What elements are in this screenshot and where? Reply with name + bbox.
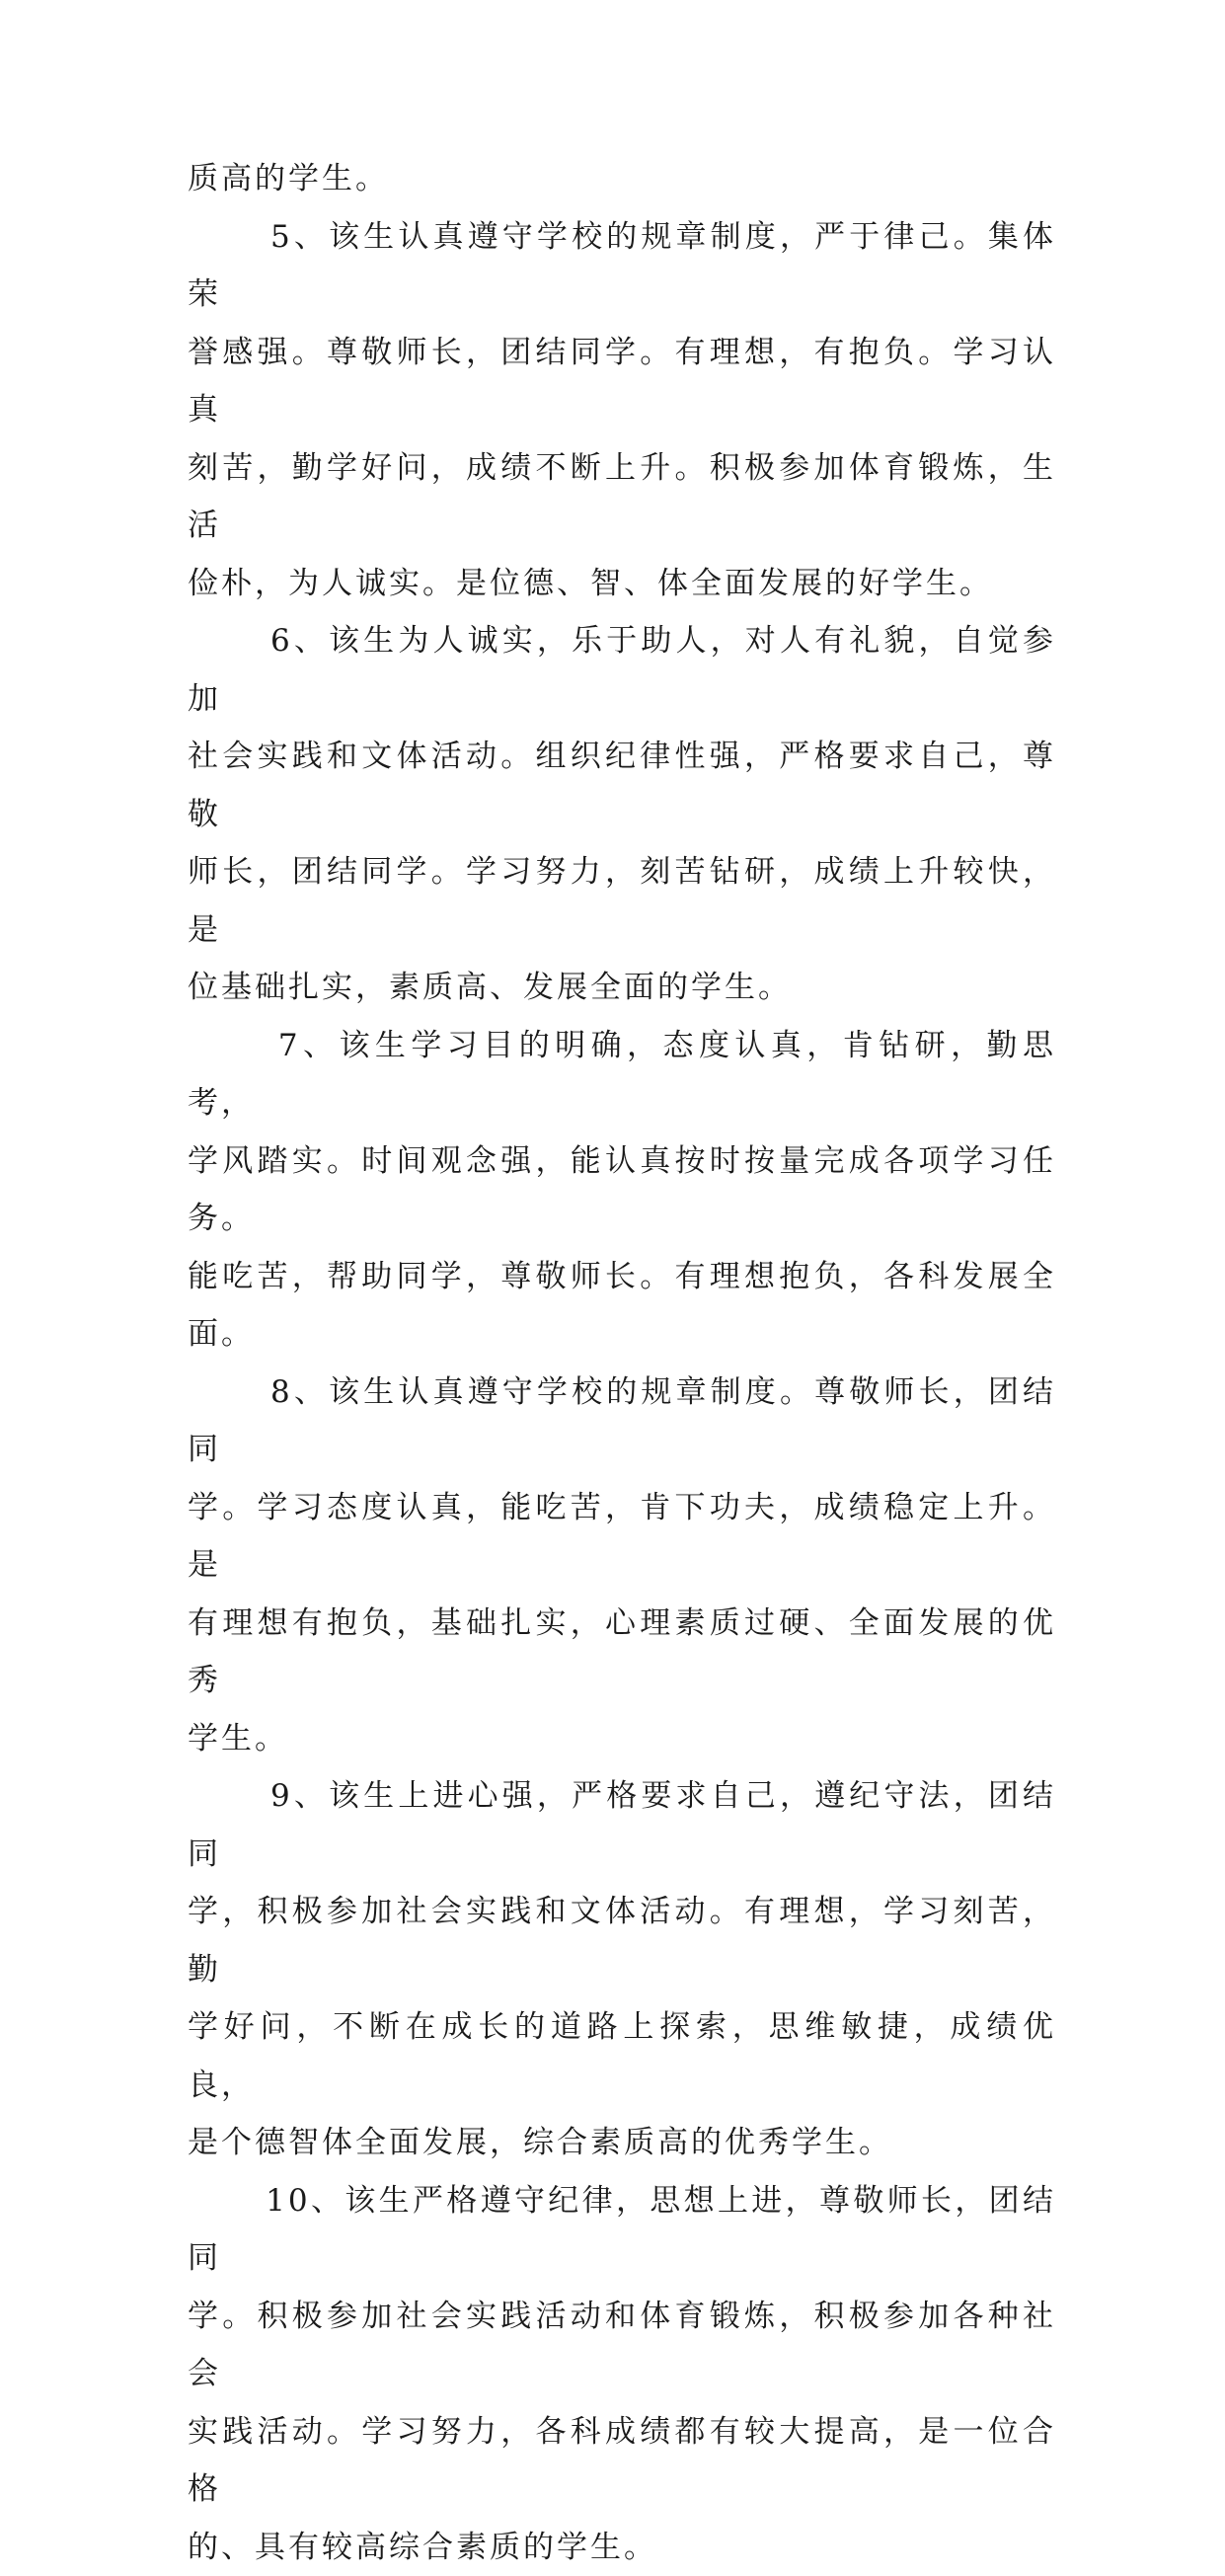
paragraph-10: 10、该生严格遵守纪律，思想上进，尊敬师长，团结同 学。积极参加社会实践活动和体育锻炼，积极参加各种社会 实践活动。学习努力，各科成绩都有较大提高，是一位合格 的、具有较高综合素质的学生。: [188, 2172, 1056, 2576]
document-body: [188, 150, 1056, 2576]
paragraph-7: 7、该生学习目的明确，态度认真，肯钻研，勤思考， 学风踏实。时间观念强，能认真按时按量完成各项学习任务。 能吃苦，帮助同学，尊敬师长。有理想抱负，各科发展全面。: [188, 1017, 1056, 1364]
paragraph-5: 5、该生认真遵守学校的规章制度，严于律己。集体荣 誉感强。尊敬师长，团结同学。有理想，有抱负。学习认真 刻苦，勤学好问，成绩不断上升。积极参加体育锻炼，生活 俭朴，为人诚实。是位德、智、体全面发展的好学生。: [188, 208, 1056, 613]
paragraph-continuation: 质高的学生。: [188, 150, 1056, 208]
paragraph-6: 6、该生为人诚实，乐于助人，对人有礼貌，自觉参加 社会实践和文体活动。组织纪律性强，严格要求自己，尊敬 师长，团结同学。学习努力，刻苦钻研，成绩上升较快，是 位基础扎实，素质高、发展全面的学生。: [188, 612, 1056, 1017]
paragraph-9: 9、该生上进心强，严格要求自己，遵纪守法，团结同 学，积极参加社会实践和文体活动。有理想，学习刻苦，勤 学好问，不断在成长的道路上探索，思维敏捷，成绩优良， 是个德智体全面发展，综合素质高的优秀学生。: [188, 1767, 1056, 2172]
paragraph-8: 8、该生认真遵守学校的规章制度。尊敬师长，团结同 学。学习态度认真，能吃苦，肯下功夫，成绩稳定上升。是 有理想有抱负，基础扎实，心理素质过硬、全面发展的优秀 学生。: [188, 1364, 1056, 1768]
